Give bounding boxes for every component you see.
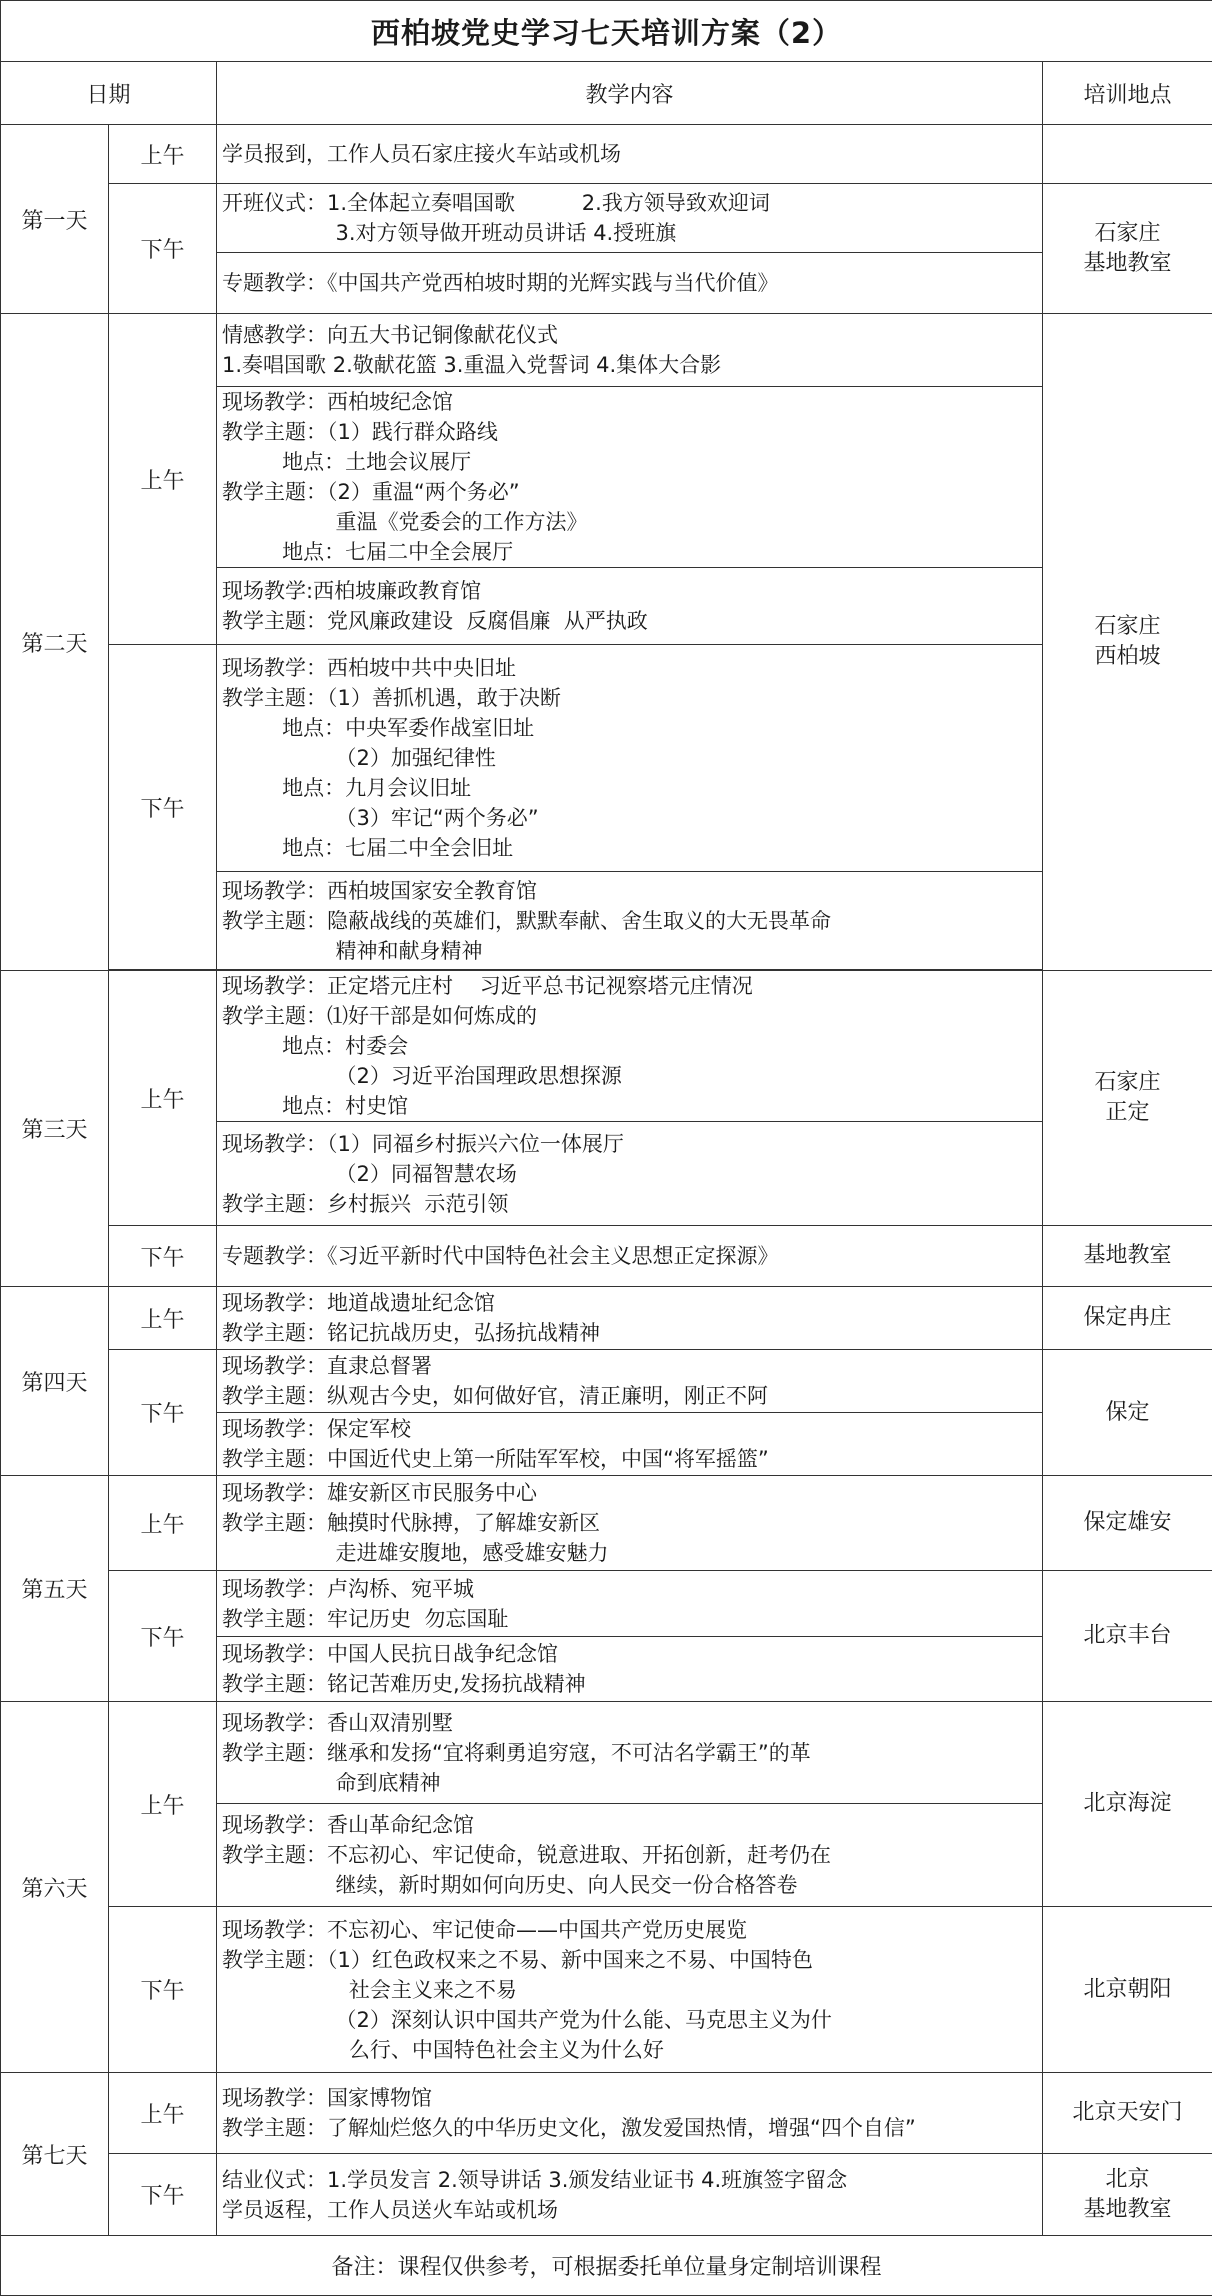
day-6-pm-content bbox=[217, 1907, 1043, 2073]
location-line: 基地教室 bbox=[1043, 1241, 1212, 1271]
location-line: 北京海淀 bbox=[1043, 1789, 1212, 1819]
location-line: 北京丰台 bbox=[1043, 1621, 1212, 1651]
content-line: 现场教学：西柏坡中共中央旧址 bbox=[222, 653, 1042, 683]
content-line: （2）习近平治国理政思想探源 bbox=[222, 1061, 1042, 1091]
location-line: 北京 bbox=[1043, 2165, 1212, 2195]
day-2-am-ceremony-content bbox=[217, 314, 1043, 387]
day-6-pm-label: 下午 bbox=[109, 1907, 217, 2073]
location-line: 保定冉庄 bbox=[1043, 1303, 1212, 1333]
day-1-pm-lecture-content bbox=[217, 253, 1043, 314]
day-2-location bbox=[1043, 314, 1212, 971]
day-4-am-label: 上午 bbox=[109, 1287, 217, 1350]
content-line: 教学主题：触摸时代脉搏，了解雄安新区 bbox=[222, 1508, 1042, 1538]
day-3-label: 第三天 bbox=[1, 971, 109, 1287]
content-line: （2）加强纪律性 bbox=[222, 743, 1042, 773]
content-line: （2）深刻认识中国共产党为什么能、马克思主义为什 bbox=[222, 2005, 1042, 2035]
content-line: 3.对方领导做开班动员讲话 4.授班旗 bbox=[222, 218, 1042, 248]
content-line: （3）牢记“两个务必” bbox=[222, 803, 1042, 833]
location-line: 石家庄 bbox=[1043, 1068, 1212, 1098]
content-line: 现场教学：正定塔元庄村 习近平总书记视察塔元庄情况 bbox=[222, 971, 1042, 1001]
content-line: 教学主题：（2）重温“两个务必” bbox=[222, 477, 1042, 507]
location-line: 正定 bbox=[1043, 1098, 1212, 1128]
day-7-pm-location bbox=[1043, 2154, 1212, 2236]
content-line: 重温《党委会的工作方法》 bbox=[222, 507, 1042, 537]
content-line: 教学主题：中国近代史上第一所陆军军校，中国“将军摇篮” bbox=[222, 1444, 1042, 1474]
content-line: 现场教学：直隶总督署 bbox=[222, 1351, 1042, 1381]
day-2-am-museum-content bbox=[217, 387, 1043, 568]
content-line: 教学主题：铭记抗战历史，弘扬抗战精神 bbox=[222, 1318, 1042, 1348]
content-line: 地点：中央军委作战室旧址 bbox=[222, 713, 1042, 743]
day-5-am-location bbox=[1043, 1476, 1212, 1571]
content-line: 教学主题：（1）善抓机遇，敢于决断 bbox=[222, 683, 1042, 713]
content-line: 学员报到，工作人员石家庄接火车站或机场 bbox=[222, 139, 1042, 169]
location-line: 北京朝阳 bbox=[1043, 1975, 1212, 2005]
day-2-pm-site-content bbox=[217, 645, 1043, 872]
content-line: 现场教学：保定军校 bbox=[222, 1414, 1042, 1444]
content-line: （2）同福智慧农场 bbox=[222, 1159, 1042, 1189]
content-line: 现场教学:西柏坡廉政教育馆 bbox=[222, 576, 1042, 606]
content-line: 专题教学：《习近平新时代中国特色社会主义思想正定探源》 bbox=[222, 1241, 1042, 1271]
day-6-am-location bbox=[1043, 1702, 1212, 1907]
location-line: 西柏坡 bbox=[1043, 642, 1212, 672]
content-line: 现场教学：（1）同福乡村振兴六位一体展厅 bbox=[222, 1129, 1042, 1159]
day-3-am-village-content bbox=[217, 971, 1043, 1122]
content-line: 现场教学：不忘初心、牢记使命——中国共产党历史展览 bbox=[222, 1915, 1042, 1945]
content-line: 走进雄安腹地，感受雄安魅力 bbox=[222, 1538, 1042, 1568]
day-2-am-label: 上午 bbox=[109, 314, 217, 645]
content-line: 教学主题：铭记苦难历史,发扬抗战精神 bbox=[222, 1669, 1042, 1699]
day-5-am-content bbox=[217, 1476, 1043, 1571]
location-line: 石家庄 bbox=[1043, 219, 1212, 249]
content-line: 地点：九月会议旧址 bbox=[222, 773, 1042, 803]
day-7-pm-label: 下午 bbox=[109, 2154, 217, 2236]
content-line: 现场教学：雄安新区市民服务中心 bbox=[222, 1478, 1042, 1508]
day-1-pm-label: 下午 bbox=[109, 184, 217, 314]
day-5-label: 第五天 bbox=[1, 1476, 109, 1702]
content-line: 地点：七届二中全会展厅 bbox=[222, 537, 1042, 567]
header-content: 教学内容 bbox=[217, 62, 1043, 125]
content-line: 情感教学：向五大书记铜像献花仪式 bbox=[222, 320, 1042, 350]
content-line: 社会主义来之不易 bbox=[222, 1975, 1042, 2005]
day-3-am-location bbox=[1043, 971, 1212, 1226]
content-line: 么行、中国特色社会主义为什么好 bbox=[222, 2035, 1042, 2065]
day-3-pm-content bbox=[217, 1226, 1043, 1287]
content-line: 教学主题：乡村振兴 示范引领 bbox=[222, 1189, 1042, 1219]
content-line: 教学主题：⑴好干部是如何炼成的 bbox=[222, 1001, 1042, 1031]
content-line: 继续，新时期如何向历史、向人民交一份合格答卷 bbox=[222, 1870, 1042, 1900]
day-7-am-label: 上午 bbox=[109, 2073, 217, 2154]
day-6-pm-location bbox=[1043, 1907, 1212, 2073]
day-4-pm-governor-content bbox=[217, 1350, 1043, 1413]
day-6-am-museum-content bbox=[217, 1804, 1043, 1907]
location-line: 石家庄 bbox=[1043, 612, 1212, 642]
day-5-am-label: 上午 bbox=[109, 1476, 217, 1571]
content-line: 地点：村史馆 bbox=[222, 1091, 1042, 1121]
content-line: 1.奏唱国歌 2.敬献花篮 3.重温入党誓词 4.集体大合影 bbox=[222, 350, 1042, 380]
day-4-pm-academy-content bbox=[217, 1413, 1043, 1476]
day-4-pm-label: 下午 bbox=[109, 1350, 217, 1476]
content-line: 教学主题：隐蔽战线的英雄们，默默奉献、舍生取义的大无畏革命 bbox=[222, 906, 1042, 936]
content-line: 开班仪式：1.全体起立奏唱国歌 2.我方领导致欢迎词 bbox=[222, 188, 1042, 218]
day-3-am-label: 上午 bbox=[109, 971, 217, 1226]
location-line: 基地教室 bbox=[1043, 249, 1212, 279]
day-1-pm-opening-content bbox=[217, 184, 1043, 253]
content-line: 教学主题：党风廉政建设 反腐倡廉 从严执政 bbox=[222, 606, 1042, 636]
header-location: 培训地点 bbox=[1043, 62, 1212, 125]
location-line: 基地教室 bbox=[1043, 2195, 1212, 2225]
day-6-label: 第六天 bbox=[1, 1702, 109, 2073]
content-line: 教学主题：（1）践行群众路线 bbox=[222, 417, 1042, 447]
day-5-pm-bridge-content bbox=[217, 1571, 1043, 1637]
day-3-am-revival-content bbox=[217, 1122, 1043, 1226]
page-title: 西柏坡党史学习七天培训方案（2） bbox=[1, 1, 1212, 62]
content-line: 教学主题：了解灿烂悠久的中华历史文化，激发爱国热情，增强“四个自信” bbox=[222, 2113, 1042, 2143]
day-6-am-label: 上午 bbox=[109, 1702, 217, 1907]
content-line: 现场教学：地道战遗址纪念馆 bbox=[222, 1288, 1042, 1318]
content-line: 专题教学：《中国共产党西柏坡时期的光辉实践与当代价值》 bbox=[222, 268, 1042, 298]
content-line: 教学主题：纵观古今史，如何做好官，清正廉明，刚正不阿 bbox=[222, 1381, 1042, 1411]
day-1-am-location bbox=[1043, 125, 1212, 184]
day-7-am-location bbox=[1043, 2073, 1212, 2154]
content-line: 教学主题：牢记历史 勿忘国耻 bbox=[222, 1604, 1042, 1634]
day-1-am-label: 上午 bbox=[109, 125, 217, 184]
day-2-pm-security-content bbox=[217, 872, 1043, 970]
day-1-pm-location bbox=[1043, 184, 1212, 314]
day-7-label: 第七天 bbox=[1, 2073, 109, 2236]
day-5-pm-memorial-content bbox=[217, 1637, 1043, 1702]
location-line: 保定 bbox=[1043, 1398, 1212, 1428]
day-5-pm-label: 下午 bbox=[109, 1571, 217, 1702]
day-2-pm-label: 下午 bbox=[109, 645, 217, 970]
day-7-am-content bbox=[217, 2073, 1043, 2154]
content-line: 现场教学：西柏坡国家安全教育馆 bbox=[222, 876, 1042, 906]
content-line: 现场教学：西柏坡纪念馆 bbox=[222, 387, 1042, 417]
content-line: 地点：土地会议展厅 bbox=[222, 447, 1042, 477]
content-line: 命到底精神 bbox=[222, 1768, 1042, 1798]
location-line: 保定雄安 bbox=[1043, 1508, 1212, 1538]
content-line: 教学主题：继承和发扬“宜将剩勇追穷寇，不可沽名学霸王”的革 bbox=[222, 1738, 1042, 1768]
day-2-label: 第二天 bbox=[1, 314, 109, 971]
content-line: 教学主题：不忘初心、牢记使命，锐意进取、开拓创新，赶考仍在 bbox=[222, 1840, 1042, 1870]
day-2-am-integrity-content bbox=[217, 568, 1043, 645]
day-6-am-villa-content bbox=[217, 1702, 1043, 1804]
content-line: 结业仪式：1.学员发言 2.领导讲话 3.颁发结业证书 4.班旗签字留念 bbox=[222, 2165, 1042, 2195]
content-line: 现场教学：卢沟桥、宛平城 bbox=[222, 1574, 1042, 1604]
day-1-label: 第一天 bbox=[1, 125, 109, 314]
header-date: 日期 bbox=[1, 62, 217, 125]
day-5-pm-location bbox=[1043, 1571, 1212, 1702]
content-line: 现场教学：国家博物馆 bbox=[222, 2083, 1042, 2113]
day-3-pm-location bbox=[1043, 1226, 1212, 1287]
location-line: 北京天安门 bbox=[1043, 2098, 1212, 2128]
day-4-pm-location bbox=[1043, 1350, 1212, 1476]
content-line: 现场教学：香山革命纪念馆 bbox=[222, 1810, 1042, 1840]
content-line: 教学主题：（1）红色政权来之不易、新中国来之不易、中国特色 bbox=[222, 1945, 1042, 1975]
day-4-am-content bbox=[217, 1287, 1043, 1350]
content-line: 地点：七届二中全会旧址 bbox=[222, 833, 1042, 863]
day-1-am-content bbox=[217, 125, 1043, 184]
content-line: 现场教学：香山双清别墅 bbox=[222, 1708, 1042, 1738]
day-3-pm-label: 下午 bbox=[109, 1226, 217, 1287]
day-4-am-location bbox=[1043, 1287, 1212, 1350]
footer-note: 备注：课程仅供参考，可根据委托单位量身定制培训课程 bbox=[1, 2236, 1212, 2296]
day-7-pm-content bbox=[217, 2154, 1043, 2236]
content-line: 学员返程，工作人员送火车站或机场 bbox=[222, 2195, 1042, 2225]
content-line: 精神和献身精神 bbox=[222, 936, 1042, 966]
content-line: 地点：村委会 bbox=[222, 1031, 1042, 1061]
day-4-label: 第四天 bbox=[1, 1287, 109, 1476]
content-line: 现场教学：中国人民抗日战争纪念馆 bbox=[222, 1639, 1042, 1669]
